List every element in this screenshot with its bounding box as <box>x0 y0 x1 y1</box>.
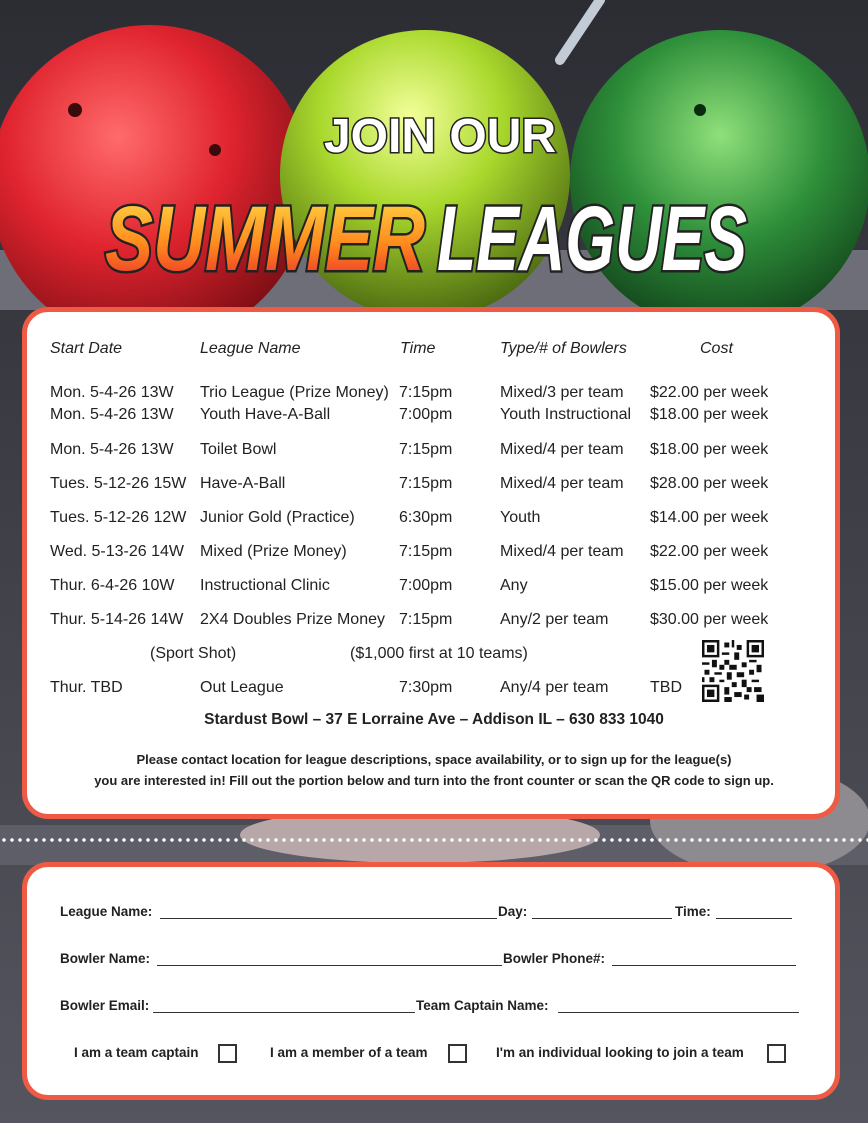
row-type: Any <box>500 577 528 594</box>
row-league-name: Instructional Clinic <box>200 577 330 594</box>
row-start-date: Thur. 6-4-26 10W <box>50 577 175 594</box>
row-time: 7:15pm <box>399 543 453 560</box>
team-captain-label: I am a team captain <box>74 1045 199 1060</box>
bowler-phone-label: Bowler Phone#: <box>503 951 606 966</box>
row-time: 7:15pm <box>399 384 453 401</box>
row-time: 7:15pm <box>399 441 453 458</box>
row-league-name: Youth Have-A-Ball <box>200 406 331 423</box>
bowler-email-label: Bowler Email: <box>60 998 150 1013</box>
header-type: Type/# of Bowlers <box>500 340 627 357</box>
header-league-name: League Name <box>200 340 301 357</box>
bowler-name-label: Bowler Name: <box>60 951 151 966</box>
row-start-date: Thur. 5-14-26 14W <box>50 611 184 628</box>
row-league-name: Mixed (Prize Money) <box>200 543 347 560</box>
row-cost: $15.00 per week <box>650 577 769 594</box>
sport-shot-note: (Sport Shot) <box>150 645 237 662</box>
time-field[interactable] <box>716 918 792 919</box>
bowler-name-field[interactable] <box>157 965 502 966</box>
row-type: Mixed/4 per team <box>500 441 624 458</box>
row-type: Youth <box>500 509 541 526</box>
row-start-date: Wed. 5-13-26 14W <box>50 543 184 560</box>
perforation-line <box>0 837 868 843</box>
team-captain-name-label: Team Captain Name: <box>416 998 549 1013</box>
row-cost: $14.00 per week <box>650 509 769 526</box>
title-join-our: JOIN OUR <box>323 110 557 163</box>
venue-info: Stardust Bowl – 37 E Lorraine Ave – Addison IL – 630 833 1040 <box>204 711 664 728</box>
day-label: Day: <box>498 904 528 919</box>
row-cost: $22.00 per week <box>650 384 769 401</box>
row-type: Any/2 per team <box>500 611 609 628</box>
team-captain-checkbox[interactable] <box>218 1044 237 1063</box>
row-type: Mixed/4 per team <box>500 543 624 560</box>
row-league-name: Junior Gold (Practice) <box>200 509 355 526</box>
row-league-name: 2X4 Doubles Prize Money <box>200 611 385 628</box>
row-league-name: Have-A-Ball <box>200 475 286 492</box>
signup-form-card <box>22 862 840 1100</box>
team-member-label: I am a member of a team <box>270 1045 428 1060</box>
row-time: 7:00pm <box>399 406 453 423</box>
header-time: Time <box>400 340 436 357</box>
row-cost: $28.00 per week <box>650 475 769 492</box>
header-start-date: Start Date <box>50 340 123 357</box>
row-cost: $22.00 per week <box>650 543 769 560</box>
individual-label: I'm an individual looking to join a team <box>496 1045 744 1060</box>
row-cost: $30.00 per week <box>650 611 769 628</box>
row-type: Mixed/3 per team <box>500 384 624 401</box>
league-name-field[interactable] <box>160 918 497 919</box>
team-member-checkbox[interactable] <box>448 1044 467 1063</box>
day-field[interactable] <box>532 918 672 919</box>
row-start-date: Thur. TBD <box>50 679 123 696</box>
instructions-line-2: you are interested in! Fill out the portion below and turn into the front counter or scan the QR code to sign up. <box>94 773 774 788</box>
row-start-date: Tues. 5-12-26 12W <box>50 509 187 526</box>
bowler-phone-field[interactable] <box>612 965 796 966</box>
row-league-name: Trio League (Prize Money) <box>200 384 389 401</box>
qr-code-icon[interactable] <box>702 640 764 702</box>
row-league-name: Toilet Bowl <box>200 441 277 458</box>
league-name-label: League Name: <box>60 904 153 919</box>
bowler-email-field[interactable] <box>153 1012 415 1013</box>
row-start-date: Mon. 5-4-26 13W <box>50 384 174 401</box>
row-start-date: Mon. 5-4-26 13W <box>50 441 174 458</box>
row-cost: $18.00 per week <box>650 441 769 458</box>
row-type: Any/4 per team <box>500 679 609 696</box>
title-summer: SUMMER <box>105 188 425 290</box>
row-time: 7:15pm <box>399 475 453 492</box>
time-label: Time: <box>675 904 711 919</box>
row-type: Mixed/4 per team <box>500 475 624 492</box>
row-start-date: Mon. 5-4-26 13W <box>50 406 174 423</box>
prize-note: ($1,000 first at 10 teams) <box>350 645 528 662</box>
row-time: 7:00pm <box>399 577 453 594</box>
row-time: 6:30pm <box>399 509 453 526</box>
instructions-line-1: Please contact location for league descriptions, space availability, or to sign up for the league(s) <box>136 752 732 767</box>
row-type: Youth Instructional <box>500 406 632 423</box>
individual-checkbox[interactable] <box>767 1044 786 1063</box>
row-start-date: Tues. 5-12-26 15W <box>50 475 187 492</box>
row-league-name: Out League <box>200 679 284 696</box>
title-leagues: LEAGUES <box>437 188 747 290</box>
team-captain-name-field[interactable] <box>558 1012 799 1013</box>
row-time: 7:15pm <box>399 611 453 628</box>
row-cost: TBD <box>650 679 682 696</box>
header-cost: Cost <box>700 340 733 357</box>
row-time: 7:30pm <box>399 679 453 696</box>
hero-header <box>0 0 868 310</box>
row-cost: $18.00 per week <box>650 406 769 423</box>
